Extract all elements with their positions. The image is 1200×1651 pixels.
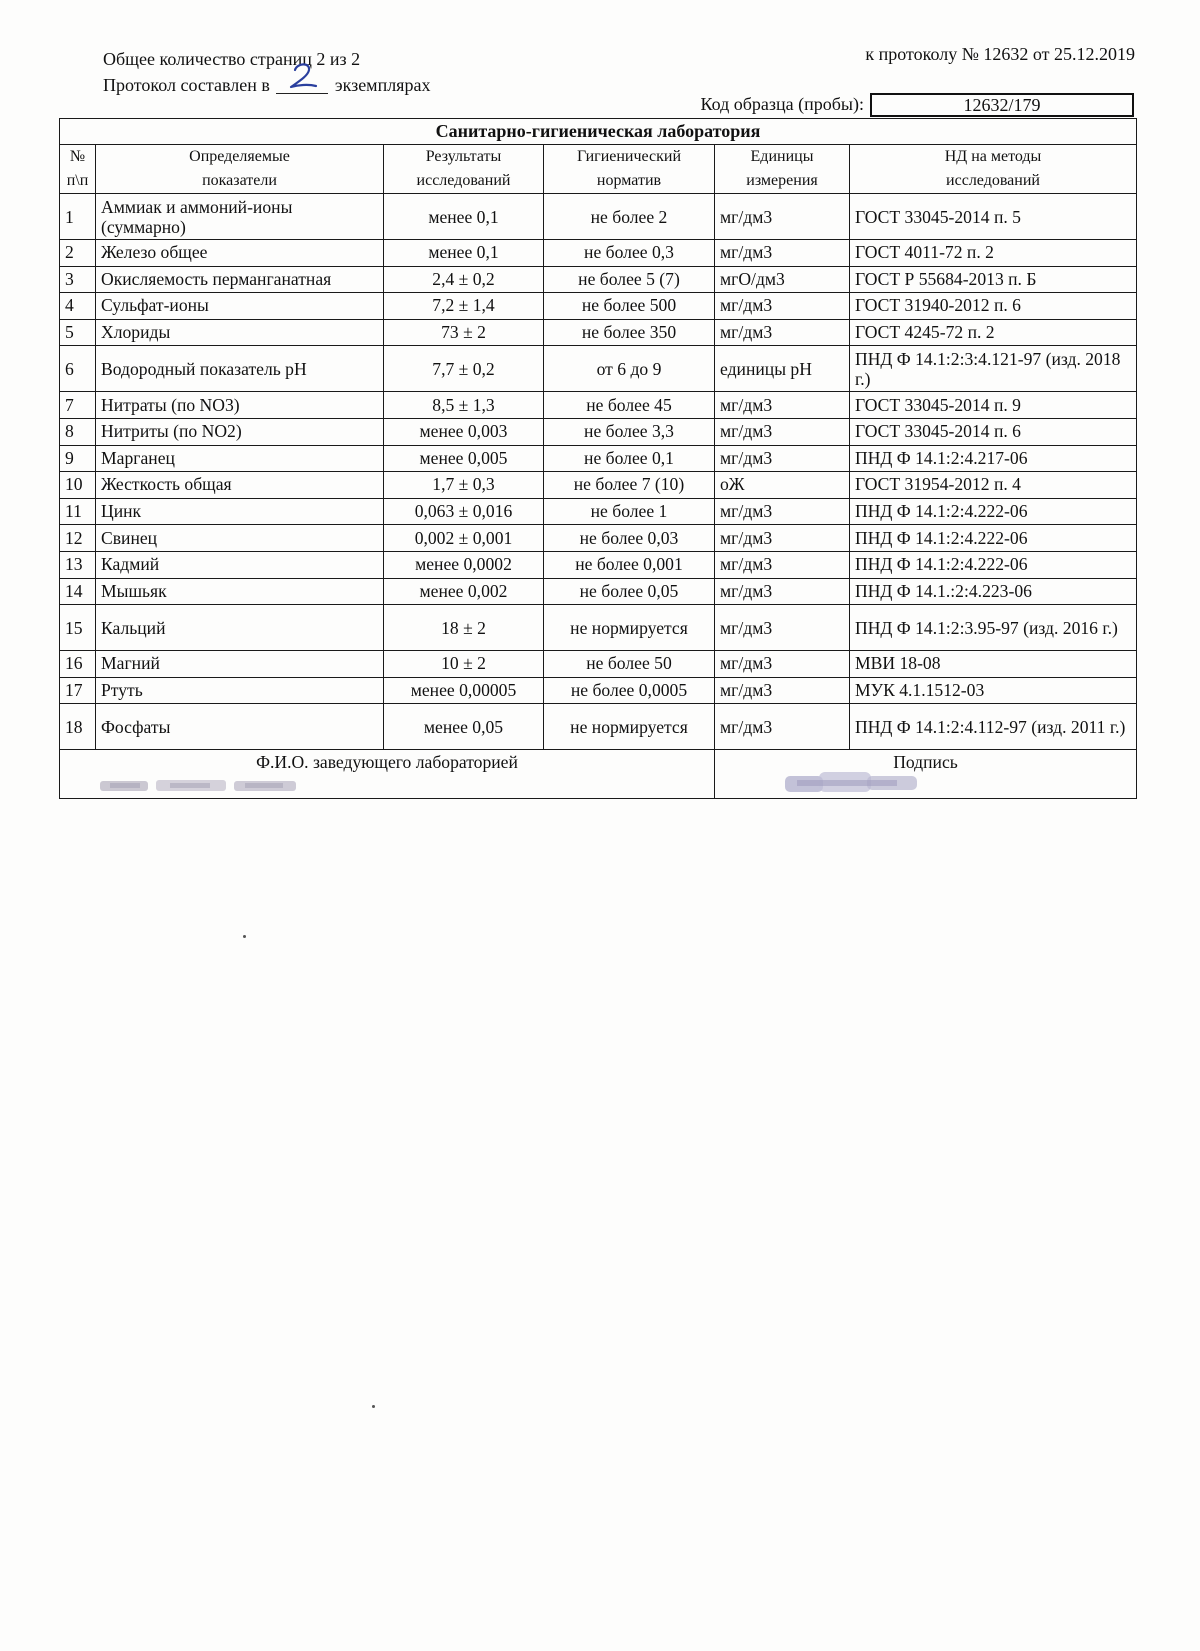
table-row (60, 266, 1137, 293)
row-unit: мг/дм3 (715, 677, 850, 704)
row-unit: мг/дм3 (715, 445, 850, 472)
row-norm: не нормируется (544, 704, 715, 750)
row-indicator: Марганец (96, 445, 384, 472)
column-header-line: измерения (746, 172, 818, 189)
table-row (60, 578, 1137, 605)
row-number: 17 (60, 677, 96, 704)
column-header (384, 145, 544, 194)
table-row (60, 525, 1137, 552)
row-indicator: Фосфаты (96, 704, 384, 750)
table-row (60, 605, 1137, 651)
table-row (60, 472, 1137, 499)
column-header (544, 145, 715, 194)
row-norm: не более 50 (544, 651, 715, 678)
column-header-line: Единицы (750, 148, 814, 165)
row-indicator: Кадмий (96, 551, 384, 578)
row-unit: мг/дм3 (715, 498, 850, 525)
row-method: ГОСТ 33045-2014 п. 6 (850, 418, 1137, 445)
copies-suffix: экземплярах (334, 75, 431, 95)
row-method: ПНД Ф 14.1:2:4.217-06 (850, 445, 1137, 472)
row-indicator: Кальций (96, 605, 384, 651)
table-row (60, 498, 1137, 525)
row-norm: не более 500 (544, 293, 715, 320)
row-unit: мг/дм3 (715, 651, 850, 678)
row-indicator: Железо общее (96, 240, 384, 267)
row-unit: мг/дм3 (715, 578, 850, 605)
row-method: ГОСТ 31954-2012 п. 4 (850, 472, 1137, 499)
row-norm: от 6 до 9 (544, 346, 715, 392)
row-indicator: Сульфат-ионы (96, 293, 384, 320)
row-norm: не более 45 (544, 392, 715, 419)
row-number: 8 (60, 418, 96, 445)
table-row (60, 319, 1137, 346)
row-number: 18 (60, 704, 96, 750)
row-method: МВИ 18-08 (850, 651, 1137, 678)
column-header-line: норматив (596, 172, 662, 189)
column-header (715, 145, 850, 194)
table-row (60, 704, 1137, 750)
row-unit: мг/дм3 (715, 551, 850, 578)
column-header-line: Гигиенический (576, 148, 682, 165)
column-header-line: п\п (66, 172, 89, 189)
row-number: 14 (60, 578, 96, 605)
row-norm: не более 0,05 (544, 578, 715, 605)
row-result: менее 0,005 (384, 445, 544, 472)
row-norm: не нормируется (544, 605, 715, 651)
table-row (60, 346, 1137, 392)
row-method: ГОСТ 4011-72 п. 2 (850, 240, 1137, 267)
row-method: ПНД Ф 14.1:2:3:4.121-97 (изд. 2018 г.) (850, 346, 1137, 392)
row-indicator: Ртуть (96, 677, 384, 704)
row-number: 3 (60, 266, 96, 293)
column-header-line: НД на методы (944, 148, 1042, 165)
signature-cell (715, 750, 1137, 799)
sample-code-value: 12632/179 (870, 93, 1134, 117)
row-norm: не более 350 (544, 319, 715, 346)
row-result: менее 0,003 (384, 418, 544, 445)
row-norm: не более 0,03 (544, 525, 715, 552)
column-header-row (60, 145, 1137, 194)
table-row (60, 194, 1137, 240)
handwritten-two-icon (286, 61, 320, 91)
row-method: ПНД Ф 14.1:2:4.222-06 (850, 498, 1137, 525)
row-indicator: Цинк (96, 498, 384, 525)
copies-prefix: Протокол составлен в (103, 75, 270, 95)
row-unit: мг/дм3 (715, 418, 850, 445)
row-method: ПНД Ф 14.1:2:4.222-06 (850, 551, 1137, 578)
row-method: ГОСТ 4245-72 п. 2 (850, 319, 1137, 346)
row-method: ГОСТ 31940-2012 п. 6 (850, 293, 1137, 320)
row-norm: не более 5 (7) (544, 266, 715, 293)
table-row (60, 551, 1137, 578)
table-row (60, 293, 1137, 320)
row-number: 10 (60, 472, 96, 499)
table-row (60, 418, 1137, 445)
row-norm: не более 0,0005 (544, 677, 715, 704)
column-header-line: исследований (416, 172, 511, 189)
scan-speck (243, 935, 246, 938)
row-method: ПНД Ф 14.1:2:4.222-06 (850, 525, 1137, 552)
row-result: 18 ± 2 (384, 605, 544, 651)
row-unit: мг/дм3 (715, 319, 850, 346)
redacted-signature-image (785, 770, 925, 796)
row-result: менее 0,002 (384, 578, 544, 605)
row-unit: мг/дм3 (715, 293, 850, 320)
row-unit: мг/дм3 (715, 392, 850, 419)
row-result: 0,002 ± 0,001 (384, 525, 544, 552)
column-header (850, 145, 1137, 194)
column-header-line: Результаты (425, 148, 502, 165)
column-header-line: исследований (946, 172, 1040, 189)
column-header-line: показатели (202, 172, 277, 189)
row-result: менее 0,00005 (384, 677, 544, 704)
row-indicator: Окисляемость перманганатная (96, 266, 384, 293)
table-row (60, 677, 1137, 704)
row-number: 7 (60, 392, 96, 419)
row-unit: оЖ (715, 472, 850, 499)
table-row (60, 651, 1137, 678)
row-method: ПНД Ф 14.1:2:3.95-97 (изд. 2016 г.) (850, 605, 1137, 651)
row-unit: мг/дм3 (715, 194, 850, 240)
results-body (60, 194, 1137, 750)
row-method: ПНД Ф 14.1.:2:4.223-06 (850, 578, 1137, 605)
page-count: Общее количество страниц 2 из 2 (103, 49, 361, 69)
row-result: менее 0,05 (384, 704, 544, 750)
lab-head-cell (60, 750, 715, 799)
row-method: ПНД Ф 14.1:2:4.112-97 (изд. 2011 г.) (850, 704, 1137, 750)
row-norm: не более 3,3 (544, 418, 715, 445)
row-result: 1,7 ± 0,3 (384, 472, 544, 499)
laboratory-title: Санитарно-гигиеническая лаборатория (60, 119, 1137, 145)
row-number: 16 (60, 651, 96, 678)
row-result: менее 0,1 (384, 194, 544, 240)
row-number: 15 (60, 605, 96, 651)
lab-head-label: Ф.И.О. заведующего лабораторией (256, 752, 518, 773)
row-method: ГОСТ 33045-2014 п. 5 (850, 194, 1137, 240)
header-left (103, 48, 430, 97)
row-indicator: Жесткость общая (96, 472, 384, 499)
row-result: 7,2 ± 1,4 (384, 293, 544, 320)
signature-label: Подпись (893, 752, 958, 773)
table-row (60, 240, 1137, 267)
row-number: 9 (60, 445, 96, 472)
row-result: 0,063 ± 0,016 (384, 498, 544, 525)
column-header (60, 145, 96, 194)
row-norm: не более 0,3 (544, 240, 715, 267)
results-table (59, 118, 1137, 799)
row-number: 5 (60, 319, 96, 346)
row-unit: единицы pH (715, 346, 850, 392)
redacted-name-image (100, 778, 300, 794)
row-unit: мг/дм3 (715, 525, 850, 552)
row-result: менее 0,0002 (384, 551, 544, 578)
row-number: 4 (60, 293, 96, 320)
protocol-reference: к протоколу № 12632 от 25.12.2019 (865, 44, 1135, 64)
row-number: 13 (60, 551, 96, 578)
row-norm: не более 1 (544, 498, 715, 525)
table-row (60, 392, 1137, 419)
scan-speck (372, 1405, 375, 1408)
row-result: менее 0,1 (384, 240, 544, 267)
row-unit: мгО/дм3 (715, 266, 850, 293)
row-indicator: Нитраты (по NO3) (96, 392, 384, 419)
row-indicator: Нитриты (по NO2) (96, 418, 384, 445)
row-result: 73 ± 2 (384, 319, 544, 346)
table-row (60, 445, 1137, 472)
column-header-line: Определяемые (189, 148, 290, 165)
row-result: 2,4 ± 0,2 (384, 266, 544, 293)
row-unit: мг/дм3 (715, 240, 850, 267)
row-result: 10 ± 2 (384, 651, 544, 678)
row-method: ГОСТ Р 55684-2013 п. Б (850, 266, 1137, 293)
row-norm: не более 2 (544, 194, 715, 240)
sample-code-label: Код образца (пробы): (700, 94, 864, 114)
row-unit: мг/дм3 (715, 704, 850, 750)
row-norm: не более 0,001 (544, 551, 715, 578)
row-indicator: Свинец (96, 525, 384, 552)
row-number: 6 (60, 346, 96, 392)
row-method: ГОСТ 33045-2014 п. 9 (850, 392, 1137, 419)
sample-code-row (0, 93, 1136, 118)
row-number: 11 (60, 498, 96, 525)
row-norm: не более 0,1 (544, 445, 715, 472)
row-indicator: Магний (96, 651, 384, 678)
copies-handwritten-slot (276, 71, 328, 94)
row-number: 2 (60, 240, 96, 267)
row-indicator: Водородный показатель pH (96, 346, 384, 392)
row-indicator: Аммиак и аммоний-ионы (суммарно) (96, 194, 384, 240)
row-number: 1 (60, 194, 96, 240)
row-method: МУК 4.1.1512-03 (850, 677, 1137, 704)
row-indicator: Хлориды (96, 319, 384, 346)
row-norm: не более 7 (10) (544, 472, 715, 499)
row-indicator: Мышьяк (96, 578, 384, 605)
column-header-line: № (69, 148, 86, 165)
row-result: 8,5 ± 1,3 (384, 392, 544, 419)
signature-row (60, 750, 1137, 799)
row-number: 12 (60, 525, 96, 552)
row-result: 7,7 ± 0,2 (384, 346, 544, 392)
column-header (96, 145, 384, 194)
row-unit: мг/дм3 (715, 605, 850, 651)
